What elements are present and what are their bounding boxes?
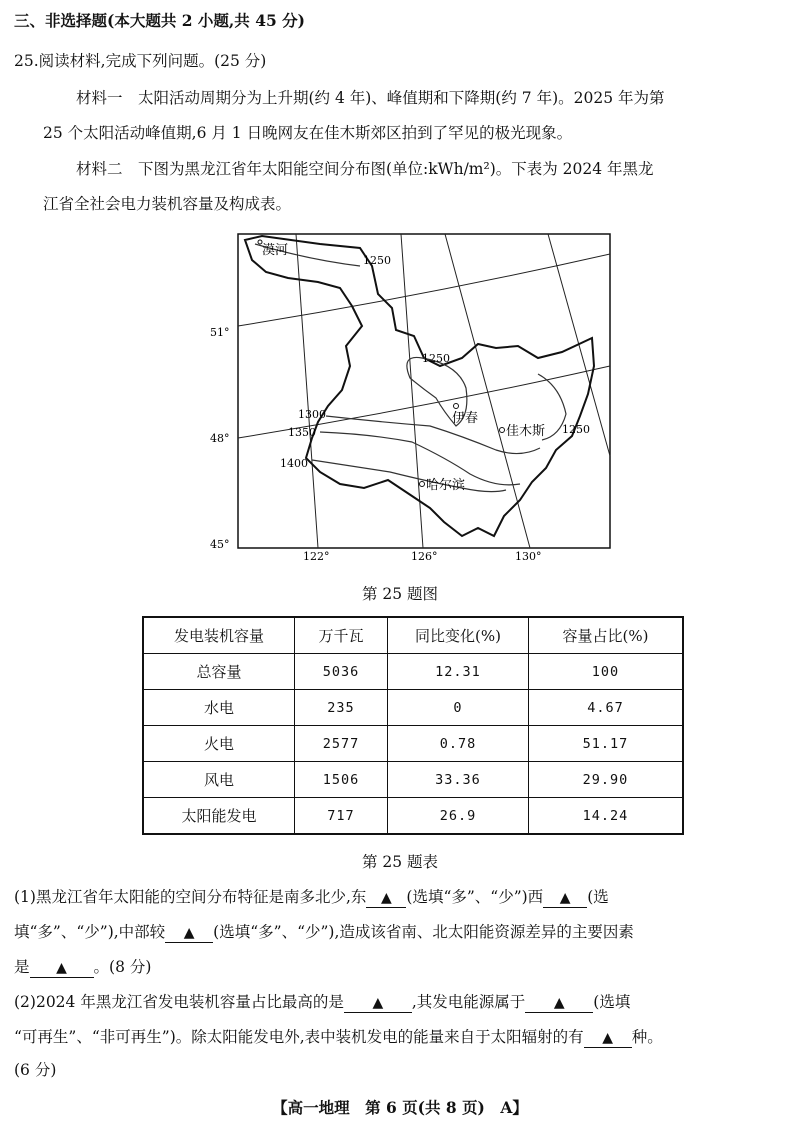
q1-text: (选 [587, 888, 609, 906]
table-cell: 33.36 [388, 762, 529, 798]
material1-line2: 25 个太阳活动峰值期,6 月 1 日晚网友在佳木斯郊区拍到了罕见的极光现象。 [43, 124, 573, 142]
table-cell: 5036 [295, 654, 388, 690]
map-frame [238, 234, 610, 548]
isoline-label-1250-center: 1250 [422, 352, 450, 365]
solar-distribution-map [200, 226, 620, 561]
table-cell: 2577 [295, 726, 388, 762]
table-header-cell: 容量占比(%) [529, 617, 684, 654]
table-cell: 29.90 [529, 762, 684, 798]
material2-line2: 江省全社会电力装机容量及构成表。 [43, 195, 292, 213]
table-caption: 第 25 题表 [361, 853, 439, 871]
table-cell: 4.67 [529, 690, 684, 726]
answer-blank-west[interactable] [543, 888, 587, 908]
table-header-cell: 万千瓦 [295, 617, 388, 654]
blank-triangle: ▲ [56, 960, 67, 976]
material2-line1: 材料二 下图为黑龙江省年太阳能空间分布图(单位:kWh/m²)。下表为 2024 年黑龙 [76, 160, 654, 178]
q1-text: 。(8 分) [93, 958, 152, 976]
q1-line2 [14, 921, 634, 943]
answer-blank-factor[interactable] [30, 958, 94, 978]
page-footer: 【高一地理 第 6 页(共 8 页) A】 [272, 1098, 528, 1117]
lon-label-122: 122° [303, 550, 330, 561]
latitude-line-51 [238, 254, 610, 326]
isoline-label-1300: 1300 [298, 408, 326, 421]
table-header-row [143, 617, 683, 654]
table-row [143, 690, 683, 726]
isoline-label-1350: 1350 [288, 426, 316, 439]
longitude-line-130 [445, 234, 530, 548]
blank-triangle: ▲ [372, 995, 384, 1011]
answer-blank-east[interactable] [366, 888, 406, 908]
answer-blank-center[interactable] [165, 923, 213, 943]
section-title: 三、非选择题(本大题共 2 小题,共 45 分) [14, 11, 306, 30]
q2-line1 [14, 991, 630, 1013]
q2-text: (选填 [593, 993, 631, 1011]
table-cell: 26.9 [388, 798, 529, 835]
q1-text: (1)黑龙江省年太阳能的空间分布特征是南多北少,东 [14, 888, 367, 906]
q1-text: (选填“多”、“少”)西 [406, 888, 544, 906]
power-capacity-table [142, 616, 684, 835]
blank-triangle: ▲ [183, 925, 195, 941]
lat-label-51: 51° [210, 326, 230, 339]
table-cell: 51.17 [529, 726, 684, 762]
table-cell: 0 [388, 690, 529, 726]
table-row [143, 654, 683, 690]
table-cell: 100 [529, 654, 684, 690]
table-cell: 风电 [143, 762, 295, 798]
lat-label-45: 45° [210, 538, 230, 551]
q1-line3 [14, 956, 151, 978]
material1-line1: 材料一 太阳活动周期分为上升期(约 4 年)、峰值期和下降期(约 7 年)。2025 年为第 [76, 89, 665, 107]
city-label-jiamusi: 佳木斯 [506, 424, 546, 439]
table-header-cell: 同比变化(%) [388, 617, 529, 654]
table-row [143, 726, 683, 762]
table-cell: 0.78 [388, 726, 529, 762]
q2-text: “可再生”、“非可再生”)。除太阳能发电外,表中装机发电的能量来自于太阳辐射的有 [14, 1028, 584, 1046]
isoline-label-1250-east: 1250 [562, 423, 590, 436]
table-cell: 14.24 [529, 798, 684, 835]
table-cell: 太阳能发电 [143, 798, 295, 835]
q2-line2 [14, 1026, 663, 1048]
table-cell: 火电 [143, 726, 295, 762]
table-cell: 235 [295, 690, 388, 726]
isoline-1400 [312, 460, 506, 492]
q1-text: 是 [14, 958, 30, 976]
lat-label-48: 48° [210, 432, 230, 445]
lon-label-126: 126° [411, 550, 438, 561]
table-row [143, 798, 683, 835]
yichun-point [454, 404, 459, 409]
answer-blank-highest[interactable] [344, 993, 412, 1013]
city-label-harbin: 哈尔滨 [426, 478, 466, 493]
blank-triangle: ▲ [559, 890, 571, 906]
table-cell: 12.31 [388, 654, 529, 690]
city-label-mohe: 漠河 [262, 243, 289, 258]
city-label-yichun: 伊春 [452, 411, 479, 426]
q2-text: (2)2024 年黑龙江省发电装机容量占比最高的是 [14, 993, 344, 1011]
table-row [143, 762, 683, 798]
table-cell: 717 [295, 798, 388, 835]
q1-line1 [14, 886, 609, 908]
isoline-1350 [320, 432, 520, 485]
blank-triangle: ▲ [381, 890, 392, 906]
q2-text: 种。 [631, 1028, 663, 1046]
answer-blank-count[interactable] [584, 1028, 632, 1048]
table-cell: 总容量 [143, 654, 295, 690]
harbin-point [420, 482, 425, 487]
lon-label-130: 130° [515, 550, 542, 561]
map-caption: 第 25 题图 [361, 585, 439, 603]
table-cell: 1506 [295, 762, 388, 798]
table-header-cell: 发电装机容量 [143, 617, 295, 654]
q2-text: ,其发电能源属于 [411, 993, 526, 1011]
q1-text: (选填“多”、“少”),造成该省南、北太阳能资源差异的主要因素 [213, 923, 634, 941]
isoline-label-1250-north: 1250 [363, 254, 391, 267]
question-title: 25.阅读材料,完成下列问题。(25 分) [14, 52, 267, 70]
table-cell: 水电 [143, 690, 295, 726]
isoline-label-1400: 1400 [280, 457, 308, 470]
q2-line3: (6 分) [14, 1061, 57, 1079]
answer-blank-renewable[interactable] [525, 993, 593, 1013]
blank-triangle: ▲ [602, 1030, 614, 1046]
q1-text: 填“多”、“少”),中部较 [14, 923, 166, 941]
jiamusi-point [500, 428, 505, 433]
blank-triangle: ▲ [553, 995, 565, 1011]
